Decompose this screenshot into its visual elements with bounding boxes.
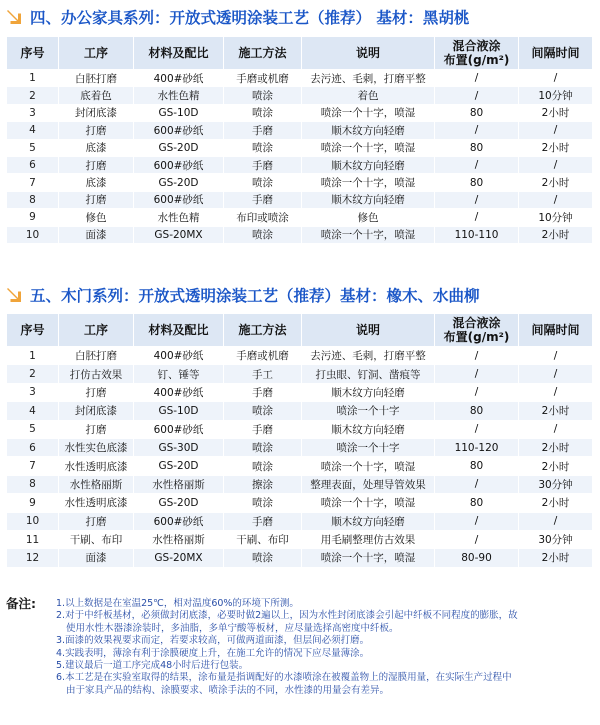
table-cell: 喷涂一个十字	[302, 402, 435, 420]
table-cell: 10分钟	[519, 87, 593, 104]
table-cell: 喷涂	[224, 139, 302, 156]
table-cell: 2小时	[519, 139, 593, 156]
table-cell: 600#砂纸	[134, 191, 224, 208]
table-cell: 10	[7, 512, 59, 530]
table-cell: 干刷、布印	[224, 530, 302, 548]
table-cell: 2小时	[519, 549, 593, 567]
column-header: 说明	[302, 314, 435, 347]
arrow-down-right-icon	[4, 7, 24, 27]
table-row	[7, 475, 593, 493]
column-header: 工序	[59, 314, 134, 347]
table-cell: /	[519, 347, 593, 365]
table-row	[7, 139, 593, 156]
table-cell: 1	[7, 70, 59, 87]
table-cell: 手磨	[224, 156, 302, 173]
table-cell: 8	[7, 191, 59, 208]
table-cell: /	[435, 475, 519, 493]
table-header-row	[7, 314, 593, 347]
column-header: 工序	[59, 37, 134, 70]
table-cell: 顺木纹方向轻磨	[302, 420, 435, 438]
table-cell: /	[435, 420, 519, 438]
table-cell: 2小时	[519, 438, 593, 456]
table-cell: 顺木纹方向轻磨	[302, 122, 435, 139]
table-cell: GS-20D	[134, 174, 224, 191]
table-cell: 600#砂纸	[134, 512, 224, 530]
table-row	[7, 457, 593, 475]
table-cell: 面漆	[59, 549, 134, 567]
table-cell: 打磨	[59, 156, 134, 173]
table-cell: /	[519, 512, 593, 530]
table-cell: 用毛刷整理仿古效果	[302, 530, 435, 548]
table-cell: 封闭底漆	[59, 402, 134, 420]
table-cell: 1	[7, 347, 59, 365]
table-cell: 底着色	[59, 87, 134, 104]
table-cell: 喷涂	[224, 104, 302, 121]
table-cell: 手磨	[224, 191, 302, 208]
table-cell: 水性实色底漆	[59, 438, 134, 456]
table-cell: 4	[7, 122, 59, 139]
table-cell: 8	[7, 475, 59, 493]
table-row	[7, 156, 593, 173]
table-cell: 喷涂	[224, 494, 302, 512]
table-cell: /	[435, 70, 519, 87]
table-cell: 手磨	[224, 512, 302, 530]
table-cell: GS-20D	[134, 457, 224, 475]
section2-table	[6, 313, 593, 568]
table-row	[7, 530, 593, 548]
table-cell: /	[435, 122, 519, 139]
note-item: 2.对于中纤板基材，必须做封闭底漆，必要时做2遍以上，因为水性封闭底漆会引起中纤板不同程度的膨胀，故	[56, 610, 518, 622]
section1-title-text: 四、办公家具系列：开放式透明涂装工艺（推荐） 基材：黑胡桃	[30, 9, 470, 27]
section2-title	[4, 282, 480, 308]
table-cell: 80	[435, 104, 519, 121]
table-cell: 水性透明底漆	[59, 457, 134, 475]
column-header: 序号	[7, 314, 59, 347]
notes-label: 备注:	[6, 596, 36, 611]
table-cell: 喷涂	[224, 174, 302, 191]
table-cell: 400#砂纸	[134, 70, 224, 87]
table-cell: 手磨或机磨	[224, 347, 302, 365]
table-cell: 2小时	[519, 104, 593, 121]
table-cell: /	[519, 383, 593, 401]
table-cell: /	[519, 70, 593, 87]
table-cell: /	[435, 209, 519, 226]
table-cell: 110-110	[435, 226, 519, 243]
table-cell: 110-120	[435, 438, 519, 456]
table-row	[7, 191, 593, 208]
table-row	[7, 494, 593, 512]
table-cell: /	[519, 191, 593, 208]
table-cell: 手磨	[224, 420, 302, 438]
table-header-row	[7, 37, 593, 70]
table-cell: 10	[7, 226, 59, 243]
table-cell: 水性格丽斯	[59, 475, 134, 493]
table-cell: 面漆	[59, 226, 134, 243]
note-item: 使用水性木器漆涂装时，多油脂，多单宁酸等板材，应尽量选择高密度中纤板。	[66, 622, 399, 634]
table-cell: 擦涂	[224, 475, 302, 493]
table-cell: GS-20MX	[134, 549, 224, 567]
note-item: 由于家具产品的结构、涂膜要求、喷涂手法的不同，水性漆的用量会有差异。	[66, 684, 390, 696]
table-row	[7, 87, 593, 104]
column-header: 混合液涂 布置(g/m²)	[435, 314, 519, 347]
table-cell: /	[435, 87, 519, 104]
table-cell: 2小时	[519, 226, 593, 243]
section1-table	[6, 36, 593, 244]
table-cell: 去污迹、毛刺，打磨平整	[302, 347, 435, 365]
column-header: 间隔时间	[519, 314, 593, 347]
table-cell: 打磨	[59, 383, 134, 401]
table-row	[7, 226, 593, 243]
table-row	[7, 383, 593, 401]
table-cell: 打仿古效果	[59, 365, 134, 383]
table-cell: 2小时	[519, 494, 593, 512]
table-cell: 6	[7, 438, 59, 456]
table-cell: 干刷、布印	[59, 530, 134, 548]
table-cell: 80	[435, 402, 519, 420]
table-cell: 3	[7, 383, 59, 401]
table-cell: 喷涂一个十字，喷湿	[302, 226, 435, 243]
table-cell: 喷涂一个十字，喷湿	[302, 457, 435, 475]
table-row	[7, 104, 593, 121]
table-cell: 手磨	[224, 122, 302, 139]
table-cell: 600#砂纸	[134, 420, 224, 438]
table-cell: 7	[7, 457, 59, 475]
table-cell: 手磨或机磨	[224, 70, 302, 87]
table-cell: /	[435, 191, 519, 208]
column-header: 序号	[7, 37, 59, 70]
table-cell: 400#砂纸	[134, 383, 224, 401]
section1-title	[4, 4, 469, 30]
table-cell: /	[435, 365, 519, 383]
table-cell: /	[435, 383, 519, 401]
table-cell: 打磨	[59, 420, 134, 438]
table-cell: 打虫眼、钉洞、凿痕等	[302, 365, 435, 383]
table-cell: 4	[7, 402, 59, 420]
table-cell: /	[435, 347, 519, 365]
table-cell: 着色	[302, 87, 435, 104]
table-cell: 手工	[224, 365, 302, 383]
notes-list	[6, 598, 592, 697]
column-header: 施工方法	[224, 37, 302, 70]
table-cell: 5	[7, 420, 59, 438]
table-cell: 600#砂纸	[134, 156, 224, 173]
table-cell: 2小时	[519, 174, 593, 191]
table-cell: 80	[435, 139, 519, 156]
table-cell: GS-20D	[134, 494, 224, 512]
note-item: 5.建议最后一道工序完成48小时后进行包装。	[56, 660, 249, 672]
table-cell: 顺木纹方向轻磨	[302, 191, 435, 208]
table-cell: 9	[7, 494, 59, 512]
table-row	[7, 512, 593, 530]
table-cell: 2小时	[519, 402, 593, 420]
table-cell: 喷涂	[224, 226, 302, 243]
table-cell: /	[435, 512, 519, 530]
table-cell: 喷涂	[224, 87, 302, 104]
table-cell: 顺木纹方向轻磨	[302, 156, 435, 173]
table-cell: 6	[7, 156, 59, 173]
table-cell: GS-10D	[134, 402, 224, 420]
table-cell: /	[519, 122, 593, 139]
note-item: 1.以上数据是在室温25℃，相对温度60%的环境下所测。	[56, 598, 299, 609]
table-cell: 水性格丽斯	[134, 475, 224, 493]
table-cell: 10分钟	[519, 209, 593, 226]
table-cell: 水性透明底漆	[59, 494, 134, 512]
table-cell: 7	[7, 174, 59, 191]
table-cell: 喷涂一个十字，喷湿	[302, 139, 435, 156]
table-cell: 600#砂纸	[134, 122, 224, 139]
table-cell: /	[435, 530, 519, 548]
table-cell: 白胚打磨	[59, 70, 134, 87]
column-header: 材料及配比	[134, 314, 224, 347]
table-cell: 喷涂一个十字	[302, 438, 435, 456]
table-cell: 打磨	[59, 512, 134, 530]
table-cell: /	[519, 420, 593, 438]
table-cell: 2	[7, 365, 59, 383]
table-row	[7, 365, 593, 383]
table-cell: 5	[7, 139, 59, 156]
table-cell: 打磨	[59, 122, 134, 139]
table-row	[7, 174, 593, 191]
table-cell: 修色	[59, 209, 134, 226]
table-row	[7, 347, 593, 365]
table-row	[7, 402, 593, 420]
table-row	[7, 209, 593, 226]
table-row	[7, 420, 593, 438]
column-header: 间隔时间	[519, 37, 593, 70]
column-header: 施工方法	[224, 314, 302, 347]
table-cell: 2小时	[519, 457, 593, 475]
table-cell: GS-20MX	[134, 226, 224, 243]
table-cell: 手磨	[224, 383, 302, 401]
table-cell: 布印或喷涂	[224, 209, 302, 226]
table-cell: 80	[435, 174, 519, 191]
table-cell: 30分钟	[519, 530, 593, 548]
table-row	[7, 438, 593, 456]
column-header: 说明	[302, 37, 435, 70]
note-item: 6.本工艺是在实验室取得的结果，涂布量是指调配好的水漆喷涂在被覆盖物上的湿膜用量，在实际生产过程中	[56, 672, 512, 684]
notes-block	[6, 598, 592, 697]
table-cell: 80	[435, 457, 519, 475]
note-item: 3.面漆的效果视要求而定，若要求较高，可做两道面漆，但层间必须打磨。	[56, 635, 370, 647]
table-cell: 喷涂	[224, 457, 302, 475]
table-cell: 喷涂一个十字，喷湿	[302, 549, 435, 567]
arrow-down-right-icon	[4, 285, 24, 305]
table-row	[7, 122, 593, 139]
note-item: 4.实践表明，薄涂有利于涂膜硬度上升，在施工允许的情况下应尽量薄涂。	[56, 647, 370, 659]
table-cell: GS-20D	[134, 139, 224, 156]
column-header: 混合液涂 布置(g/m²)	[435, 37, 519, 70]
table-row	[7, 70, 593, 87]
table-cell: 2	[7, 87, 59, 104]
table-cell: 水性色精	[134, 209, 224, 226]
table-cell: 底漆	[59, 139, 134, 156]
table-cell: 钉、锤等	[134, 365, 224, 383]
table-cell: 打磨	[59, 191, 134, 208]
table-cell: 喷涂一个十字，喷湿	[302, 174, 435, 191]
table-cell: 底漆	[59, 174, 134, 191]
table-cell: 喷涂	[224, 438, 302, 456]
section2-title-text: 五、木门系列：开放式透明涂装工艺（推荐）基材：橡木、水曲柳	[30, 287, 480, 305]
table-cell: GS-30D	[134, 438, 224, 456]
table-cell: 80-90	[435, 549, 519, 567]
table-cell: 修色	[302, 209, 435, 226]
table-cell: 去污迹、毛刺，打磨平整	[302, 70, 435, 87]
table-cell: 喷涂一个十字，喷湿	[302, 104, 435, 121]
table-cell: 30分钟	[519, 475, 593, 493]
table-cell: 80	[435, 494, 519, 512]
table-cell: 水性色精	[134, 87, 224, 104]
table-cell: 白胚打磨	[59, 347, 134, 365]
table-cell: 12	[7, 549, 59, 567]
table-cell: 水性格丽斯	[134, 530, 224, 548]
table-cell: 顺木纹方向轻磨	[302, 512, 435, 530]
table-cell: /	[519, 156, 593, 173]
table-cell: /	[435, 156, 519, 173]
table-cell: 整理表面，处理导管效果	[302, 475, 435, 493]
table-cell: 400#砂纸	[134, 347, 224, 365]
table-row	[7, 549, 593, 567]
table-cell: 11	[7, 530, 59, 548]
table-cell: 顺木纹方向轻磨	[302, 383, 435, 401]
table-cell: /	[519, 365, 593, 383]
table-cell: 喷涂	[224, 402, 302, 420]
table-cell: 喷涂一个十字，喷湿	[302, 494, 435, 512]
table-cell: 封闭底漆	[59, 104, 134, 121]
table-cell: GS-10D	[134, 104, 224, 121]
table-cell: 9	[7, 209, 59, 226]
table-cell: 3	[7, 104, 59, 121]
table-cell: 喷涂	[224, 549, 302, 567]
column-header: 材料及配比	[134, 37, 224, 70]
